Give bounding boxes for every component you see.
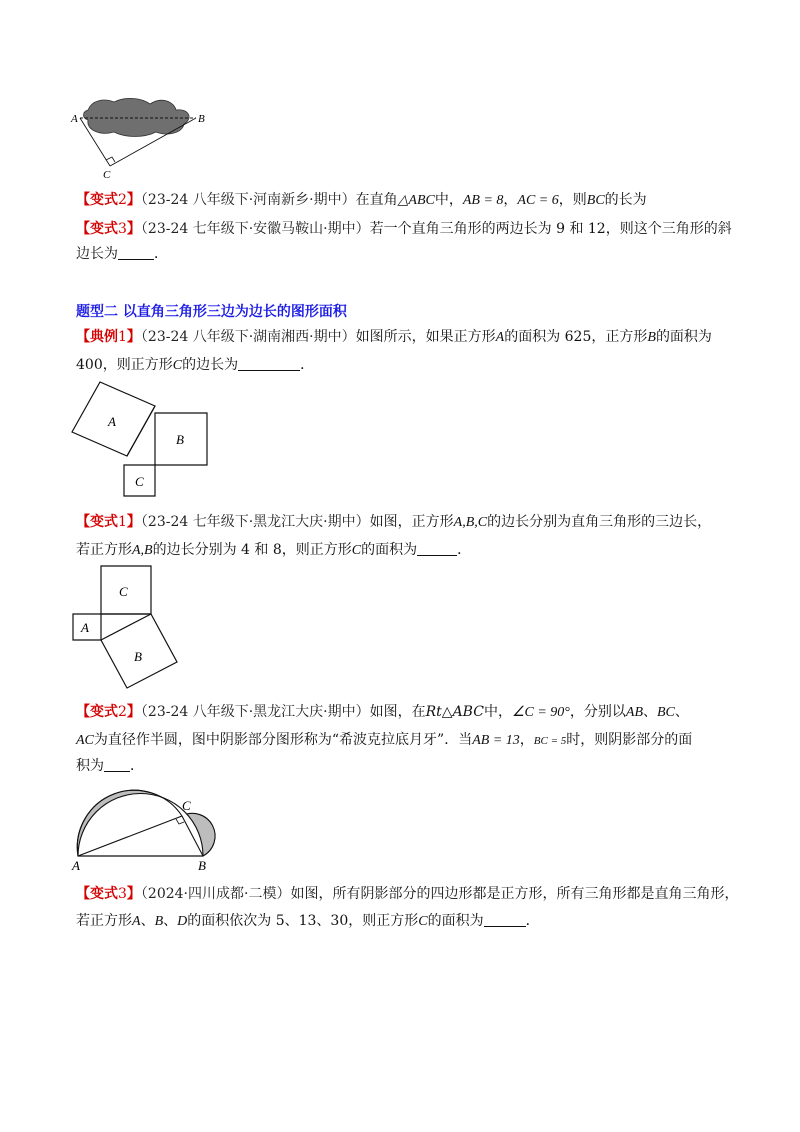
bianshi3-a-line2 <box>76 244 168 264</box>
text: 、 <box>674 704 689 720</box>
math-var: A <box>132 914 141 929</box>
text: 的面积为 <box>361 542 418 558</box>
tag-label: 【典例1】 <box>76 329 141 345</box>
math-var: B <box>647 330 656 345</box>
text: 边长为 <box>76 246 118 262</box>
text: 若一个直角三角形的两边长为 9 和 12，则这个三角形的斜 <box>369 221 732 237</box>
text: 、 <box>163 913 178 929</box>
bianshi3-a-line1 <box>76 219 732 239</box>
bianshi2-b-line3 <box>76 756 144 776</box>
hypotenuse <box>127 406 155 456</box>
math-var: AB <box>625 705 643 720</box>
math-var: A,B <box>132 543 153 558</box>
bianshi2-b-line1 <box>76 702 689 723</box>
tag-label: 【变式2】 <box>76 192 141 208</box>
bianshi3-b-line1 <box>76 884 738 904</box>
text: 的面积为 <box>655 329 712 345</box>
label-a: A <box>72 858 80 872</box>
tag-label: 【变式1】 <box>76 514 141 530</box>
label-a: A <box>81 620 89 635</box>
dianli1-line2 <box>76 355 314 376</box>
text: 如图，正方形 <box>369 514 454 530</box>
answer-blank[interactable] <box>484 912 526 927</box>
text: 的面积为 <box>427 913 484 929</box>
text: 的边长为 <box>182 357 239 373</box>
math-triangle: △ABC <box>397 193 435 208</box>
text: 在直角 <box>355 192 398 208</box>
section-title: 题型二 以直角三角形三边为边长的图形面积 <box>76 304 347 320</box>
bianshi2-a-line1 <box>76 190 647 211</box>
label-a: A <box>71 113 78 125</box>
figure-squares-1 <box>70 376 215 500</box>
tag-label: 【变式3】 <box>76 221 141 237</box>
text: 400，则正方形 <box>76 357 173 373</box>
text: 若正方形 <box>76 913 132 929</box>
math-var: C <box>351 543 362 558</box>
tag-label: 【变式2】 <box>76 704 141 720</box>
math-cond: AB = 8 <box>462 193 504 208</box>
math-cond: BC = 5 <box>533 735 567 747</box>
source: （23-24 七年级下·黑龙江大庆·期中） <box>140 514 370 530</box>
figure-lake-triangle <box>70 92 220 182</box>
bianshi3-b-line2 <box>76 911 540 932</box>
label-b: B <box>134 649 142 664</box>
answer-blank[interactable] <box>118 245 154 260</box>
source: （23-24 八年级下·湖南湘西·期中） <box>140 329 356 345</box>
math-triangle: Rt△ABC <box>425 704 484 720</box>
bianshi2-b-line2 <box>76 730 692 751</box>
answer-blank[interactable] <box>104 757 130 772</box>
text: 中， <box>483 704 512 720</box>
figure-squares-2 <box>70 564 215 690</box>
text: 如图所示，如果正方形 <box>355 329 496 345</box>
text: 的面积依次为 5、13、30，则正方形 <box>187 913 419 929</box>
math-var: AC <box>76 733 94 748</box>
text: 积为 <box>76 758 104 774</box>
source: （23-24 八年级下·黑龙江大庆·期中） <box>140 704 370 720</box>
math-var: B <box>154 914 164 929</box>
text: 如图，所有阴影部分的四边形都是正方形，所有三角形都是直角三角形， <box>290 886 739 902</box>
figure-hippocrates-lune <box>70 778 230 872</box>
label-b: B <box>176 432 184 447</box>
text: 如图，在 <box>369 704 426 720</box>
tag-label: 【变式3】 <box>76 886 141 902</box>
text: ， <box>519 732 534 748</box>
bianshi1-line1 <box>76 512 711 533</box>
text: 的边长分别为 4 和 8，则正方形 <box>152 542 352 558</box>
text: ． <box>154 246 168 262</box>
text: 的面积为 625，正方形 <box>504 329 648 345</box>
math-var: D <box>177 914 188 929</box>
dianli1-line1 <box>76 327 712 348</box>
text: 若正方形 <box>76 542 132 558</box>
math-var: C <box>418 914 428 929</box>
label-c: C <box>135 474 144 489</box>
text: ． <box>457 542 472 558</box>
text: ． <box>525 913 540 929</box>
text: 时，则阴影部分的面 <box>566 732 693 748</box>
label-b: B <box>198 113 205 125</box>
math-var: A,B,C <box>453 515 488 530</box>
math-cond: AC = 6 <box>517 193 559 208</box>
math-var: BC <box>586 193 605 208</box>
text: ，则 <box>558 192 587 208</box>
label-c: C <box>119 584 128 599</box>
source: （23-24 八年级下·河南新乡·期中） <box>140 192 356 208</box>
text: 的长为 <box>604 192 647 208</box>
text: 的边长分别为直角三角形的三边长， <box>487 514 712 530</box>
text: ． <box>300 357 315 373</box>
text: 中， <box>434 192 463 208</box>
label-c: C <box>182 798 191 813</box>
label-c: C <box>103 169 111 181</box>
source: （23-24 七年级下·安徽马鞍山·期中） <box>140 221 370 237</box>
math-angle: ∠C = 90° <box>511 705 570 720</box>
text: ，分别以 <box>569 704 626 720</box>
math-var: A <box>495 330 505 345</box>
text: 为直径作半圆，图中阴影部分图形称为“希波克拉底月牙”．当 <box>93 732 473 748</box>
text: 、 <box>643 704 657 720</box>
answer-blank[interactable] <box>417 541 457 556</box>
math-var: C <box>172 358 183 373</box>
answer-blank[interactable] <box>238 356 300 371</box>
label-b: B <box>198 858 206 872</box>
source: （2024·四川成都·二模） <box>140 886 291 902</box>
bianshi1-line2 <box>76 540 471 561</box>
math-var: BC <box>657 705 675 720</box>
text: ， <box>503 192 518 208</box>
label-a: A <box>108 414 116 429</box>
text: 、 <box>140 913 155 929</box>
math-cond: AB = 13 <box>472 733 520 748</box>
text: ． <box>130 758 144 774</box>
